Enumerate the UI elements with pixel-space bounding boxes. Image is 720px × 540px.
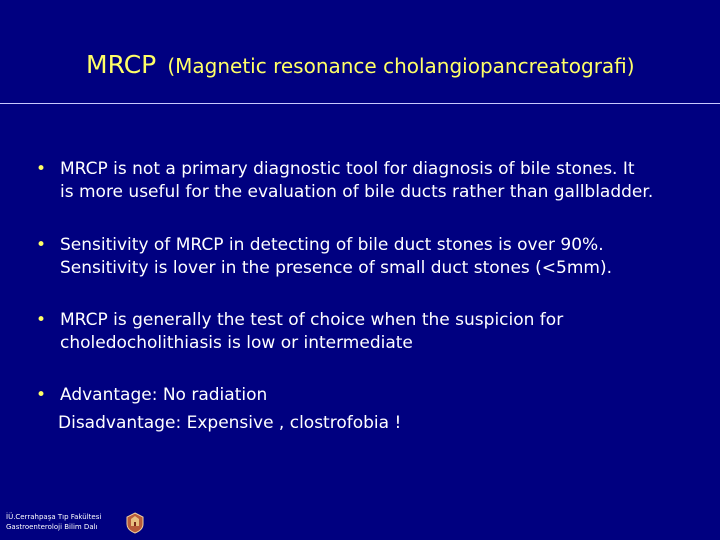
bullet-line: Advantage: No radiation: [60, 385, 268, 405]
bullet-line: MRCP is generally the test of choice when the suspicion for: [60, 310, 564, 330]
bullet-line: Sensitivity is lover in the presence of small duct stones (<5mm).: [60, 258, 613, 278]
bullet-line: Sensitivity of MRCP in detecting of bile duct stones is over 90%.: [60, 235, 604, 255]
bullet-line: choledocholithiasis is low or intermediate: [60, 333, 413, 353]
bullet-line: is more useful for the evaluation of bile ducts rather than gallbladder.: [60, 182, 654, 202]
title-main: MRCP: [86, 50, 157, 79]
bullet-dot-icon: •: [36, 385, 47, 405]
bullet-dot-icon: •: [36, 235, 47, 255]
bullet-line: Disadvantage: Expensive , clostrofobia !: [58, 413, 402, 433]
bullet-dot-icon: •: [36, 159, 47, 179]
bullet-dot-icon: •: [36, 310, 47, 330]
bullet-text: [60, 309, 563, 355]
title-divider: [0, 103, 720, 104]
footer-line: Gastroenteroloji Bilim Dalı: [6, 523, 98, 531]
title-subtitle: (Magnetic resonance cholangiopancreatografi): [167, 54, 635, 78]
bullet-text: [60, 158, 653, 204]
bullet-text: [60, 234, 612, 280]
bullet-line: MRCP is not a primary diagnostic tool for diagnosis of bile stones. It: [60, 159, 635, 179]
faculty-emblem-icon: [124, 512, 146, 534]
footer-institution: [6, 512, 101, 532]
bullet-text: [60, 384, 401, 435]
footer-line: İÜ.Cerrahpaşa Tıp Fakültesi: [6, 513, 102, 521]
slide-title: [86, 50, 635, 79]
